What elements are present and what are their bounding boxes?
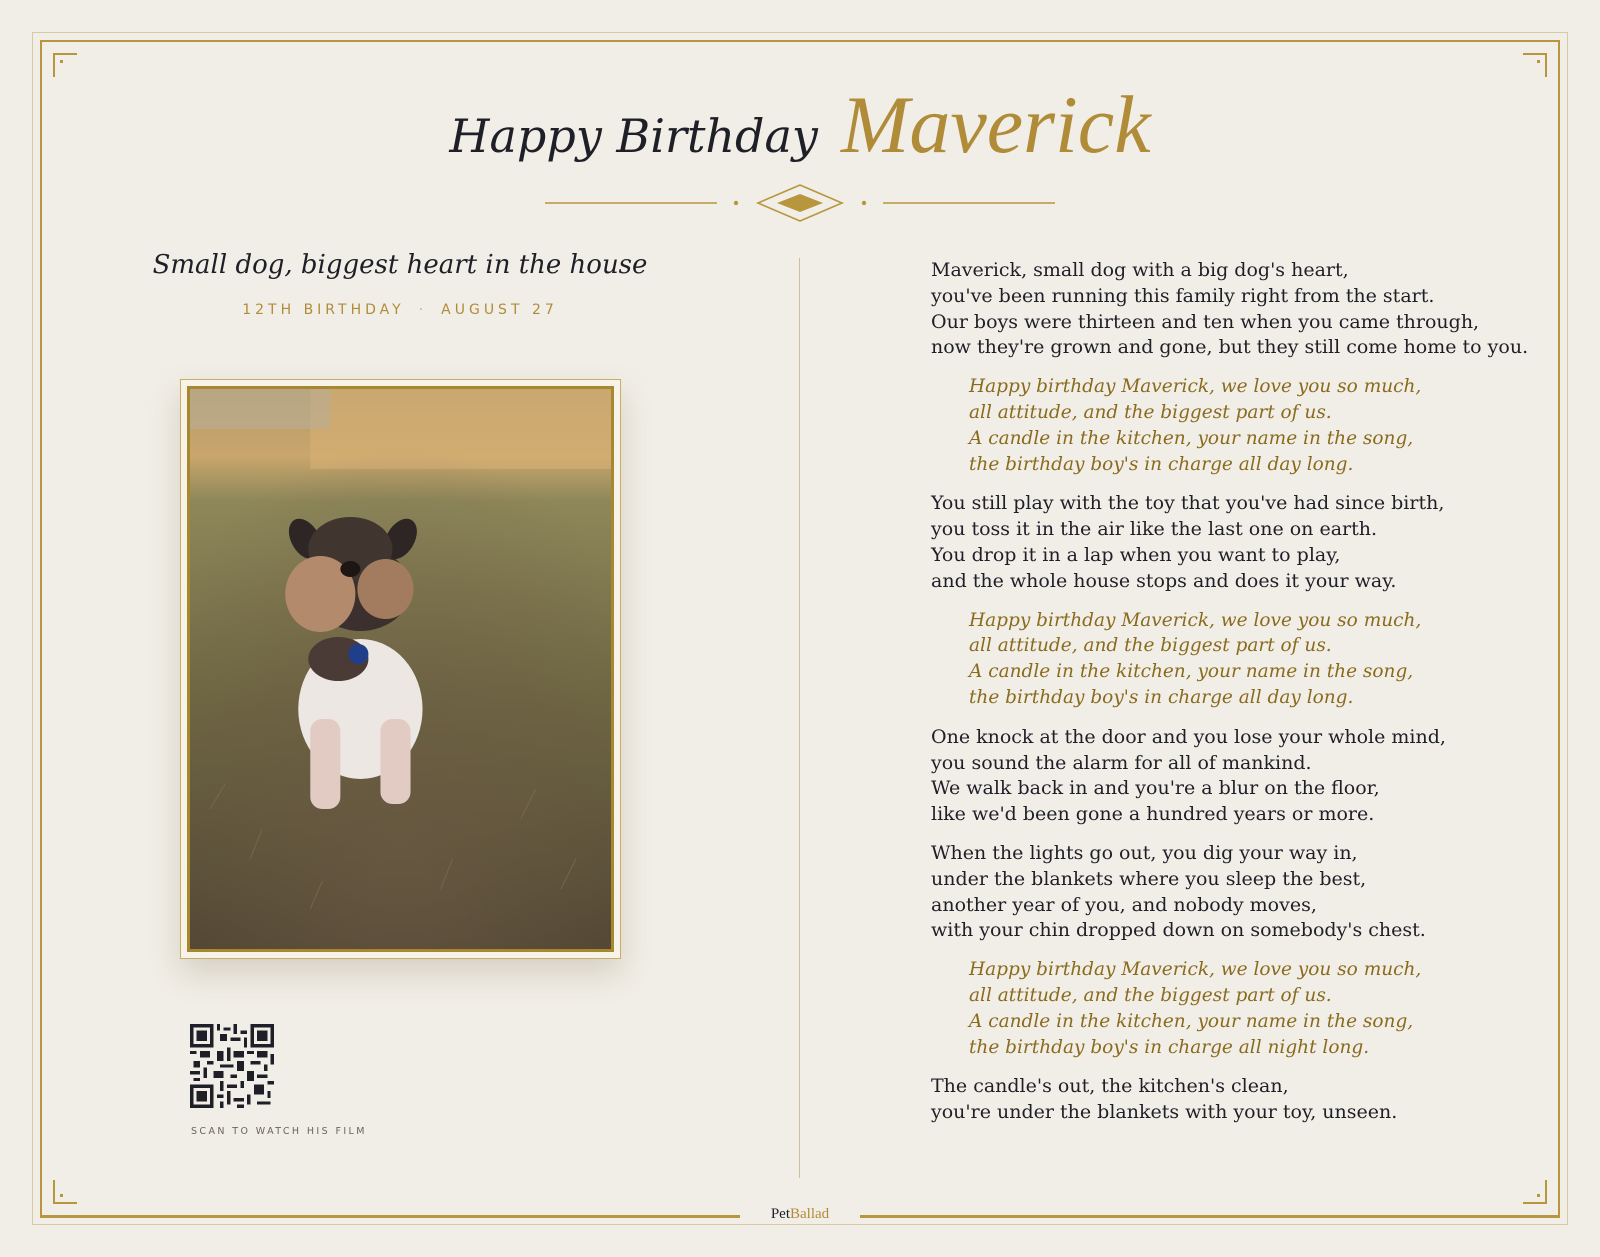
lyric-line: the birthday boy's in charge all night long. [969, 1036, 1370, 1058]
lyric-line: you've been running this family right from the start. [931, 284, 1435, 307]
corner-ornament-top-right [1523, 53, 1547, 77]
lyric-line: under the blankets where you sleep the best, [931, 867, 1367, 890]
birthday-date-line [100, 302, 700, 318]
footer-line-left [40, 1216, 740, 1218]
chorus-stanza [931, 957, 1551, 1060]
column-divider [799, 258, 800, 1178]
lyric-line: the birthday boy's in charge all day long. [969, 453, 1354, 475]
lyric-line: all attitude, and the biggest part of us. [969, 635, 1332, 657]
lyric-line: with your chin dropped down on somebody's chest. [931, 919, 1426, 942]
date-separator: · [418, 302, 428, 318]
birthday-label: 12TH BIRTHDAY [242, 302, 405, 318]
verse-stanza [931, 841, 1551, 944]
chorus-stanza [931, 374, 1551, 477]
lyric-line: A candle in the kitchen, your name in the song, [969, 427, 1414, 449]
lyric-line: The candle's out, the kitchen's clean, [931, 1075, 1289, 1098]
lyric-line: A candle in the kitchen, your name in the song, [969, 1010, 1414, 1032]
logo-pet: Pet [770, 1206, 790, 1222]
photo-frame [180, 379, 621, 959]
lyric-line: now they're grown and gone, but they still come home to you. [931, 336, 1529, 359]
verse-stanza [931, 1074, 1551, 1126]
lyric-line: and the whole house stops and does it your way. [931, 569, 1397, 592]
chorus-stanza [931, 608, 1551, 711]
birthday-date: AUGUST 27 [441, 302, 558, 318]
logo-ballad: Ballad [790, 1206, 830, 1222]
qr-code-icon[interactable] [190, 1024, 274, 1108]
lyric-line: Happy birthday Maverick, we love you so much, [969, 959, 1422, 981]
verse-stanza [931, 258, 1551, 361]
lyric-line: When the lights go out, you dig your way in, [931, 841, 1358, 864]
lyric-line: Happy birthday Maverick, we love you so much, [969, 376, 1422, 398]
subtitle: Small dog, biggest heart in the house [152, 250, 648, 280]
lyric-line: One knock at the door and you lose your whole mind, [931, 725, 1446, 748]
lyric-line: Maverick, small dog with a big dog's heart, [931, 259, 1349, 281]
lyric-line: you're under the blankets with your toy, unseen. [931, 1101, 1398, 1124]
lyric-line: A candle in the kitchen, your name in the song, [969, 661, 1414, 683]
lyric-line: Our boys were thirteen and ten when you came through, [931, 310, 1480, 333]
page-title [0, 78, 1600, 172]
lyric-line: another year of you, and nobody moves, [931, 893, 1317, 916]
lyric-line: We walk back in and you're a blur on the floor, [931, 777, 1380, 800]
brand-logo [740, 1206, 860, 1223]
lyric-line: You still play with the toy that you've had since birth, [931, 492, 1445, 515]
diamond-ornament-icon [545, 181, 1055, 225]
verse-stanza [931, 491, 1551, 594]
lyric-line: You drop it in a lap when you want to play, [931, 543, 1341, 566]
corner-ornament-top-left [53, 53, 77, 77]
title-prefix: Happy Birthday [449, 109, 818, 163]
lyric-line: the birthday boy's in charge all day long. [969, 686, 1354, 708]
verse-stanza [931, 725, 1551, 828]
lyric-line: all attitude, and the biggest part of us. [969, 984, 1332, 1006]
qr-caption: SCAN TO WATCH HIS FILM [191, 1126, 367, 1137]
lyric-line: you toss it in the air like the last one on earth. [931, 518, 1378, 541]
corner-ornament-bottom-left [53, 1180, 77, 1204]
song-lyrics [931, 258, 1551, 1139]
dog-photo [187, 386, 614, 952]
lyric-line: all attitude, and the biggest part of us. [969, 401, 1332, 423]
corner-ornament-bottom-right [1523, 1180, 1547, 1204]
title-name: Maverick [841, 79, 1151, 170]
lyric-line: Happy birthday Maverick, we love you so much, [969, 609, 1422, 631]
lyric-line: you sound the alarm for all of mankind. [931, 751, 1312, 774]
lyric-line: like we'd been gone a hundred years or more. [931, 803, 1375, 826]
footer-line-right [860, 1216, 1560, 1218]
